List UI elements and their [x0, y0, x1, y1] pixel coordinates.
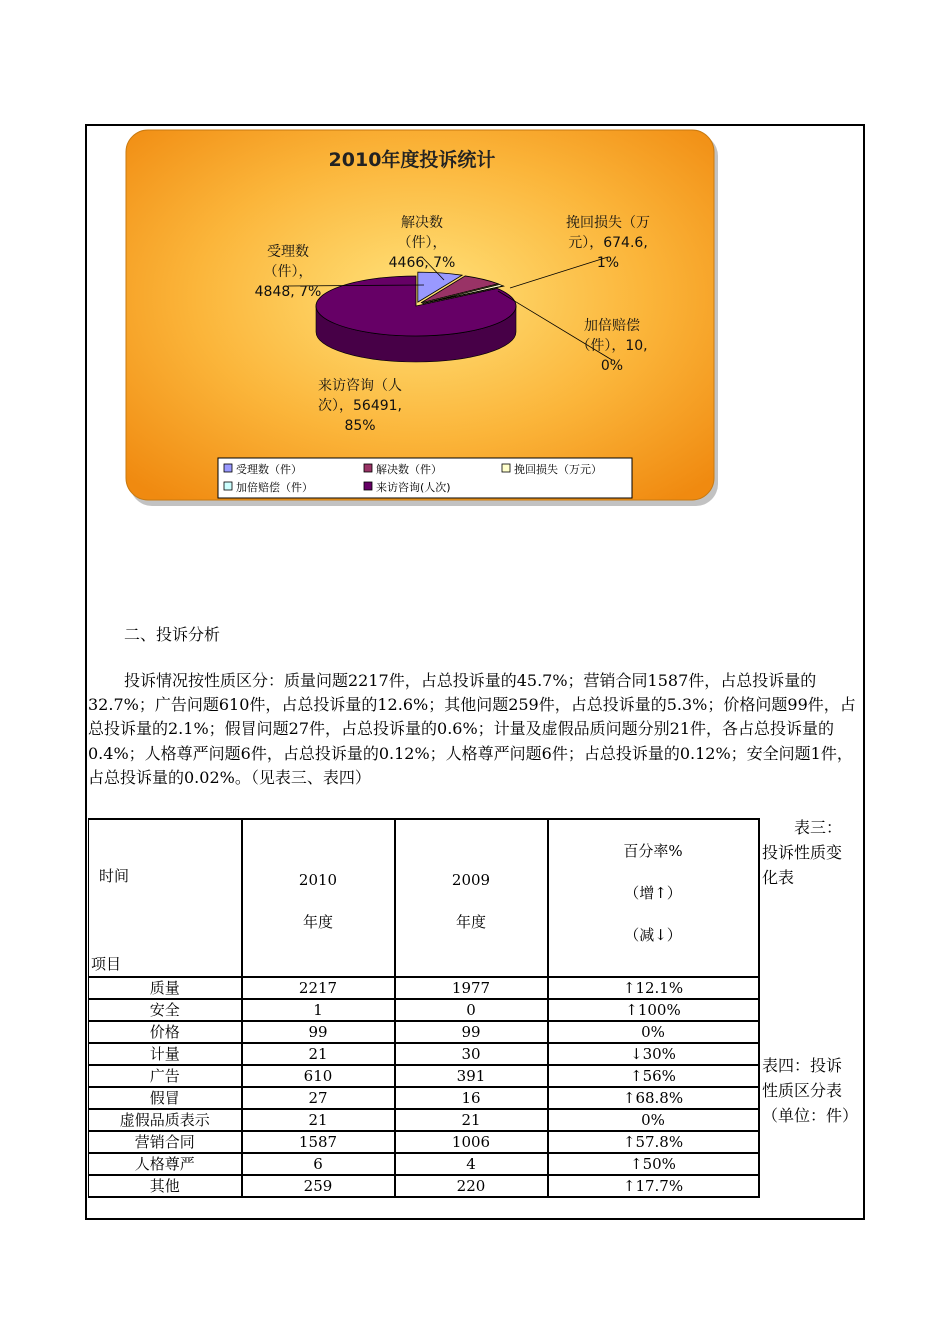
slice-label: 4466, 7%	[388, 255, 456, 271]
slice-label: 受理数	[267, 244, 309, 260]
cell-y2010: 259	[242, 1175, 395, 1197]
paragraph-text: 投诉情况按性质区分：质量问题2217件，占总投诉量的45.7%；营销合同1587件，占总投诉量的32.7%；广告问题610件，占总投诉量的12.6%；其他问题259件，占总投诉量的5.3%；价格问题99件，占总投诉量的2.1%；假冒问题27件，占总投诉量的0.6%；计量及虚假品质问题分别21件，各占总投诉量的0.4%；人格尊严问题6件，占总投诉量的0.12%；人格尊严问题6件；占总投诉量的0.12%；安全问题1件，占总投诉量的0.02%。（见表三、表四）	[88, 671, 856, 787]
cell-y2010: 27	[242, 1087, 395, 1109]
legend-swatch	[364, 482, 372, 490]
cell-y2009: 391	[395, 1065, 548, 1087]
cell-y2010: 2217	[242, 977, 395, 999]
cell-y2010: 21	[242, 1109, 395, 1131]
table-row	[89, 977, 759, 999]
table-header-row	[89, 819, 759, 977]
table-row	[89, 1153, 759, 1175]
header-time: 时间	[99, 867, 130, 885]
cell-item: 其他	[89, 1175, 242, 1197]
chart-title: 2010年度投诉统计	[328, 149, 496, 171]
legend-swatch	[224, 482, 232, 490]
header-2009-year: 2009	[451, 871, 491, 889]
slice-label: （件），	[263, 264, 313, 280]
slice-label: 来访咨询（人	[318, 378, 402, 394]
cell-pct: ↑68.8%	[548, 1087, 759, 1109]
table-row	[89, 1065, 759, 1087]
table-row	[89, 1087, 759, 1109]
cell-y2010: 1587	[242, 1131, 395, 1153]
cell-pct: ↑12.1%	[548, 977, 759, 999]
legend-label: 解决数（件）	[376, 463, 442, 476]
cell-y2009: 1006	[395, 1131, 548, 1153]
cell-y2009: 16	[395, 1087, 548, 1109]
header-pct	[548, 819, 759, 977]
cell-y2010: 21	[242, 1043, 395, 1065]
table-row	[89, 1109, 759, 1131]
cell-y2009: 30	[395, 1043, 548, 1065]
cell-pct: 0%	[548, 1109, 759, 1131]
slice-label: 挽回损失（万	[566, 215, 650, 231]
table-row	[89, 1021, 759, 1043]
cell-y2009: 4	[395, 1153, 548, 1175]
cell-pct: ↑50%	[548, 1153, 759, 1175]
legend-swatch	[224, 464, 232, 472]
header-2009-label: 年度	[455, 913, 486, 931]
cell-item: 广告	[89, 1065, 242, 1087]
cell-item: 质量	[89, 977, 242, 999]
section-heading: 二、投诉分析	[124, 625, 221, 644]
table3-caption-text: 表三：投诉性质变化表	[762, 818, 843, 887]
cell-y2010: 6	[242, 1153, 395, 1175]
cell-y2009: 0	[395, 999, 548, 1021]
cell-y2010: 610	[242, 1065, 395, 1087]
cell-item: 安全	[89, 999, 242, 1021]
slice-label: 4848, 7%	[254, 284, 322, 300]
slice-label: 次），56491,	[318, 398, 402, 414]
table-row	[89, 999, 759, 1021]
corner-cell	[89, 819, 242, 977]
table3-caption	[762, 815, 857, 890]
analysis-paragraph	[88, 669, 858, 790]
cell-pct: ↑56%	[548, 1065, 759, 1087]
table4-caption: 表四：投诉性质区分表（单位：件）	[762, 1056, 859, 1125]
cell-item: 人格尊严	[89, 1153, 242, 1175]
cell-item: 虚假品质表示	[89, 1109, 242, 1131]
chart-legend	[218, 458, 632, 498]
pie-chart	[124, 128, 720, 508]
header-2010-label: 年度	[302, 913, 333, 931]
slice-label: 1%	[596, 255, 620, 271]
legend-label: 受理数（件）	[236, 463, 302, 476]
slice-label: 元），674.6,	[568, 235, 648, 251]
cell-pct: 0%	[548, 1021, 759, 1043]
header-item: 项目	[91, 955, 122, 973]
slice-label: 解决数	[401, 215, 443, 231]
cell-pct: ↑17.7%	[548, 1175, 759, 1197]
header-2010-year: 2010	[298, 871, 338, 889]
header-2009	[395, 819, 548, 977]
cell-y2009: 99	[395, 1021, 548, 1043]
complaint-nature-table	[88, 818, 760, 1198]
cell-y2009: 1977	[395, 977, 548, 999]
cell-y2010: 99	[242, 1021, 395, 1043]
legend-label: 来访咨询(人次)	[376, 481, 451, 494]
cell-item: 假冒	[89, 1087, 242, 1109]
legend-swatch	[502, 464, 510, 472]
table-row	[89, 1131, 759, 1153]
cell-item: 价格	[89, 1021, 242, 1043]
cell-pct: ↑100%	[548, 999, 759, 1021]
header-pct-increase: （增↑）	[624, 884, 682, 902]
slice-label: （件），	[397, 235, 447, 251]
slice-label: （件），10,	[576, 338, 648, 354]
slice-label: 85%	[344, 418, 376, 434]
slice-label: 加倍赔偿	[584, 318, 640, 334]
header-2010	[242, 819, 395, 977]
cell-item: 计量	[89, 1043, 242, 1065]
cell-y2009: 220	[395, 1175, 548, 1197]
legend-label: 挽回损失（万元）	[514, 463, 602, 476]
cell-y2010: 1	[242, 999, 395, 1021]
cell-item: 营销合同	[89, 1131, 242, 1153]
cell-pct: ↑57.8%	[548, 1131, 759, 1153]
table-row	[89, 1175, 759, 1197]
slice-label: 0%	[600, 358, 624, 374]
legend-swatch	[364, 464, 372, 472]
legend-label: 加倍赔偿（件）	[236, 481, 313, 494]
cell-y2009: 21	[395, 1109, 548, 1131]
header-pct-label: 百分率%	[623, 842, 683, 860]
cell-pct: ↓30%	[548, 1043, 759, 1065]
table-row	[89, 1043, 759, 1065]
header-pct-decrease: （减↓）	[624, 926, 682, 944]
